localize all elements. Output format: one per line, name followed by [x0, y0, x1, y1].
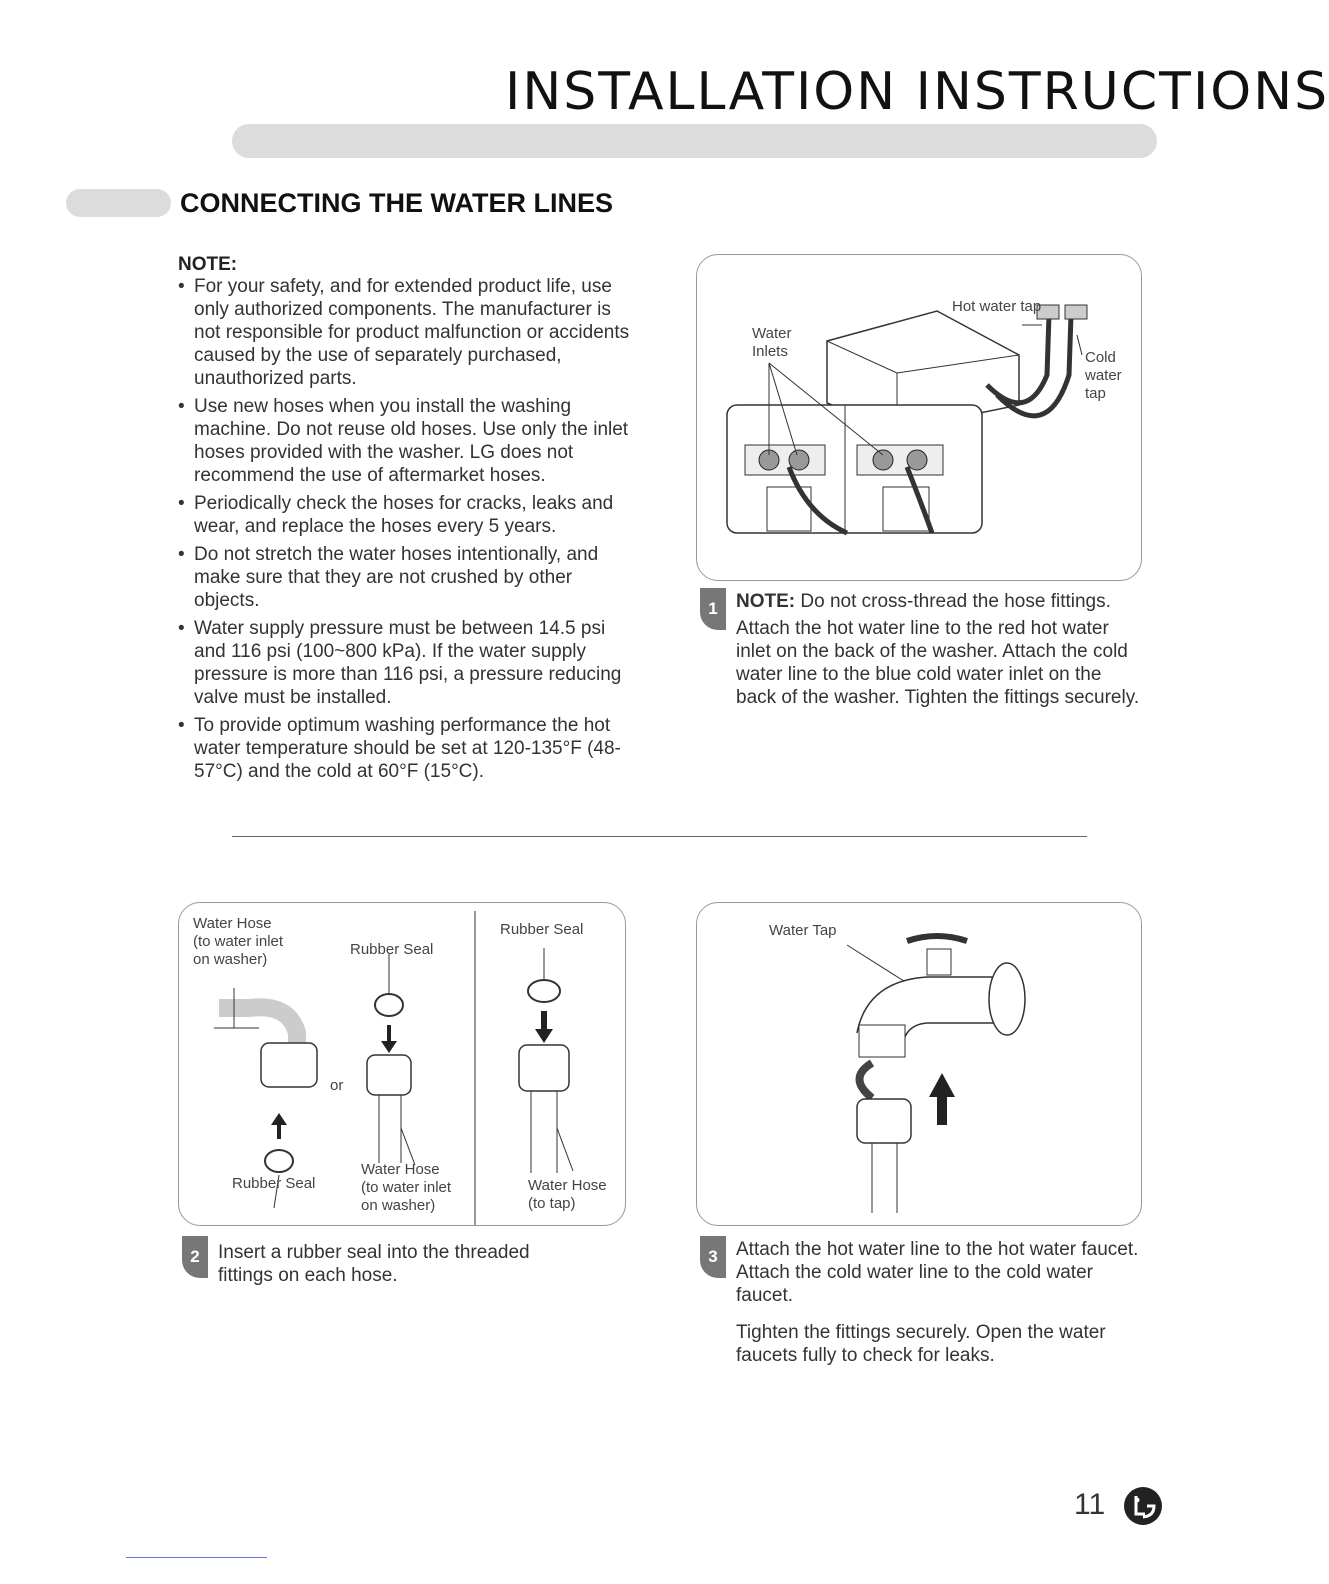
- label-water-hose-tap-2: (to tap): [528, 1195, 576, 1212]
- step-2-badge: 2: [182, 1236, 208, 1278]
- section-decorative-pill: [66, 189, 171, 217]
- section-divider: [232, 836, 1087, 837]
- bottom-rule: [126, 1557, 267, 1558]
- note-heading: NOTE:: [178, 254, 238, 275]
- note-item: • Water supply pressure must be between 14.5 psi and 116 psi (100~800 kPa). If the water supply pressure is more than 116 psi, a pressure reducing valve must be installed.: [178, 617, 638, 709]
- step-1-note: [736, 590, 1146, 613]
- title-decorative-bar: [232, 124, 1157, 158]
- step-1-text: Attach the hot water line to the red hot water inlet on the back of the washer. Attach the cold water line to the blue cold water inlet on the back of the washer. Tighten the fittings securely.: [736, 618, 1140, 708]
- label-water-hose-tap-1: Water Hose: [528, 1177, 607, 1194]
- step-1-note-text: Do not cross-thread the hose fittings.: [795, 591, 1111, 612]
- label-or: or: [330, 1077, 344, 1094]
- label-cold-water-tap-2: water: [1085, 367, 1122, 384]
- washer-inlets-illustration: [697, 255, 1141, 580]
- label-water-hose-inlet-3: on washer): [193, 951, 268, 968]
- step-2-text: Insert a rubber seal into the threaded fittings on each hose.: [218, 1242, 530, 1286]
- section-heading: CONNECTING THE WATER LINES: [180, 188, 614, 218]
- label-water-hose-mid-2: (to water inlet: [361, 1179, 452, 1196]
- figure-water-tap-panel: [696, 902, 1142, 1226]
- label-water-inlets-2: Inlets: [752, 343, 788, 360]
- note-item: • To provide optimum washing performance the hot water temperature should be set at 120-135°F (48-57°C) and the cold at 60°F (15°C).: [178, 714, 638, 783]
- step-3-text-2: Tighten the fittings securely. Open the water faucets fully to check for leaks.: [736, 1322, 1106, 1366]
- page-title: INSTALLATION INSTRUCTIONS: [505, 62, 1329, 122]
- label-water-hose-inlet-2: (to water inlet: [193, 933, 284, 950]
- label-cold-water-tap-3: tap: [1085, 385, 1106, 402]
- label-rubber-seal-top: Rubber Seal: [350, 941, 434, 958]
- note-list: [178, 275, 638, 788]
- label-water-inlets-1: Water: [752, 325, 792, 342]
- step-1-badge: 1: [700, 588, 726, 630]
- step-3-badge: 3: [700, 1236, 726, 1278]
- label-rubber-seal-right: Rubber Seal: [500, 921, 584, 938]
- water-tap-illustration: [697, 903, 1141, 1225]
- label-water-tap: Water Tap: [769, 922, 837, 939]
- label-water-hose-inlet-1: Water Hose: [193, 915, 272, 932]
- label-rubber-seal-bottom: Rubber Seal: [232, 1175, 316, 1192]
- note-item: • For your safety, and for extended product life, use only authorized components. The manufacturer is not responsible for product malfunction or accidents caused by the use of separately purchased, unauthorized parts.: [178, 275, 638, 390]
- step-3-text-1: Attach the hot water line to the hot water faucet. Attach the cold water line to the cold water faucet.: [736, 1239, 1139, 1306]
- lg-logo-icon: [1123, 1486, 1163, 1526]
- note-item: • Periodically check the hoses for cracks, leaks and wear, and replace the hoses every 5 years.: [178, 492, 638, 538]
- label-hot-water-tap: Hot water tap: [952, 298, 1042, 315]
- label-water-hose-mid-1: Water Hose: [361, 1161, 440, 1178]
- label-cold-water-tap-1: Cold: [1085, 349, 1116, 366]
- step-1-note-label: NOTE:: [736, 591, 796, 612]
- note-item: • Use new hoses when you install the washing machine. Do not reuse old hoses. Use only the inlet hoses provided with the washer. LG does not recommend the use of aftermarket hoses.: [178, 395, 638, 487]
- label-water-hose-mid-3: on washer): [361, 1197, 436, 1214]
- figure-rubber-seal-panel: [178, 902, 626, 1226]
- figure-water-inlets-panel: [696, 254, 1142, 581]
- page-number: 11: [1074, 1488, 1106, 1521]
- note-item: • Do not stretch the water hoses intentionally, and make sure that they are not crushed by other objects.: [178, 543, 638, 612]
